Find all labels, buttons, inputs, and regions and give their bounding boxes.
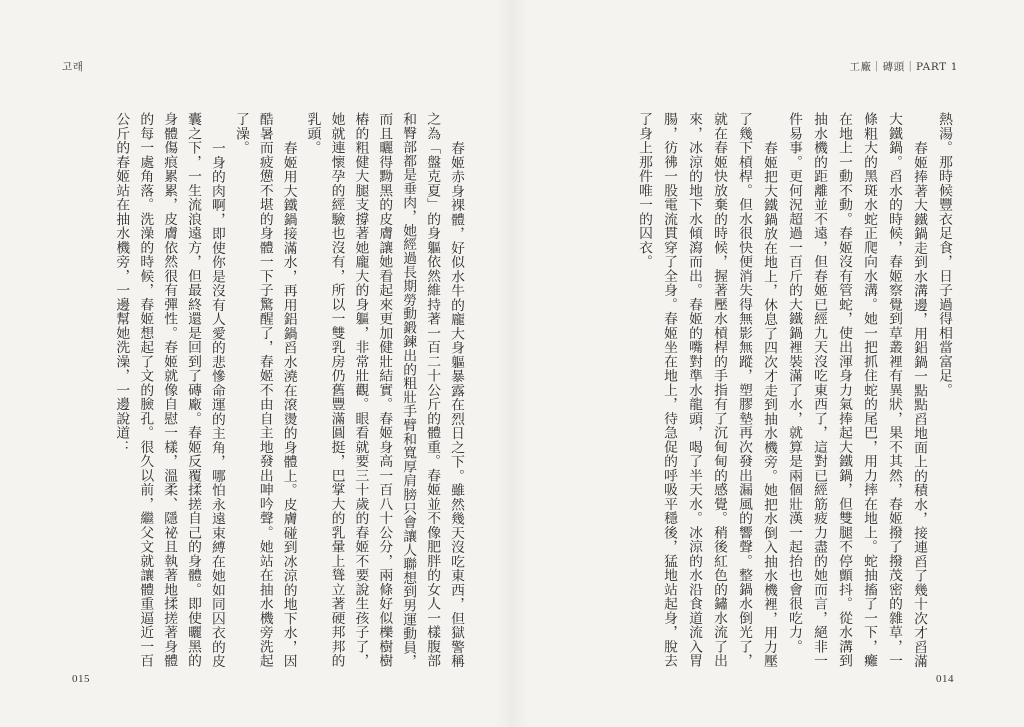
left-page-line: 囊之下，一生流浪遠方，但最終還是回到了磚廠。春姬反覆揉搓自己的身體。即使曬黑的: [185, 112, 202, 668]
right-page-line: 春姬把大鐵鍋放在地上，休息了四次才走到抽水機旁。她把水倒入抽水機裡，用力壓: [761, 140, 777, 668]
gutter-shadow: [496, 0, 528, 727]
left-page-number: 015: [72, 673, 90, 685]
left-page-line: 而且曬得黝黑的皮膚讓她看起來更加健壯結實。春姬身高一百八十公分，兩條好似櫟樹樹: [376, 112, 393, 668]
left-page-line: 春姬用大鐵鍋接滿水，再用鋁鍋舀水澆在滾燙的身體上。皮膚碰到冰涼的地下水，因: [280, 140, 297, 668]
right-page-line: 了幾下槓桿。但水很快便消失得無影無蹤，塑膠墊再次發出漏風的響聲。整鍋水倒光了，: [736, 112, 752, 668]
left-page-line: 一身的肉啊，即使你是沒有人愛的悲慘命運的主角，哪怕永遠束縛在她如同囚衣的皮: [208, 140, 225, 668]
left-running-head: 고래: [62, 61, 84, 73]
left-page-body: [108, 112, 467, 672]
right-page-line: 抽水機的距離並不遠，但春姬已經九天沒吃東西了，這對已經筋疲力盡的她而言，絕非一: [811, 112, 827, 668]
left-page-line: 公斤的春姬站在抽水機旁，一邊幫她洗澡，一邊說道：: [113, 112, 130, 454]
right-page-line: 就在春姬快放棄的時候，握著壓水槓桿的手指有了沉甸甸的感覺。稍後紅色的鏽水流了出: [711, 112, 727, 668]
left-page-line: 樁的粗健大腿支撐著她龐大的身軀，非常壯觀。眼看就要三十歲的春姬不要說生孩子了，: [352, 112, 369, 668]
right-page-line: 來，冰涼的地下水傾瀉而出。春姬的嘴對準水龍頭，喝了半天水。冰涼的水沿食道流入胃: [686, 112, 702, 668]
right-running-head: 工廠｜磚頭｜PART 1: [849, 61, 958, 73]
right-page-body: [631, 112, 956, 672]
left-page-line: 和臀部都是垂肉，她經過長期勞動鍛鍊出的粗壯手臂和寬厚肩膀只會讓人聯想到男運動員，: [400, 112, 417, 668]
right-page-line: 了身上那件唯一的囚衣。: [636, 112, 652, 269]
left-page-line: 的每一處角落。洗澡的時候，春姬想起了文的臉孔。很久以前，繼父文就讓體重逼近一百: [137, 112, 154, 668]
right-page-line: 大鐵鍋。舀水的時候，春姬察覺到草叢裡有異狀，果不其然，春姬撥了撥茂密的雜草，一: [886, 112, 902, 668]
right-page-line: 條粗大的黑斑水蛇正爬向水溝。她一把抓住蛇的尾巴，用力摔在地上。蛇抽搐了一下，癱: [861, 112, 877, 668]
left-page-line: 酷暑而疲憊不堪的身體一下子驚醒了，春姬不由自主地發出呻吟聲。她站在抽水機旁洗起: [256, 112, 273, 668]
left-page-line: 之為「盤克夏」的身軀依然維持著一百二十公斤的體重。春姬並不像肥胖的女人一樣腹部: [424, 112, 441, 668]
left-page-line: 乳頭。: [304, 112, 321, 155]
right-page-line: 熱湯。那時候豐衣足食，日子過得相當富足。: [936, 112, 952, 397]
right-page-number: 014: [936, 673, 954, 685]
right-page-line: 春姬捧著大鐵鍋走到水溝邊，用鋁鍋一點點舀地面上的積水，接連舀了幾十次才舀滿: [911, 140, 927, 668]
right-page-line: 腸，彷彿一股電流貫穿了全身。春姬坐在地上，待急促的呼吸平穩後，猛地站起身，脫去: [661, 112, 677, 668]
left-page-line: 了澡。: [232, 112, 249, 155]
left-page-line: 她就連懷孕的經驗也沒有，所以一雙乳房仍舊豐滿圓挺，巴掌大的乳暈上聳立著硬邦邦的: [328, 112, 345, 668]
left-page-line: 身體傷痕累累，皮膚依然很有彈性。春姬就像自慰一樣，溫柔、隱祕且執著地揉搓著身體: [161, 112, 178, 668]
right-page-line: 在地上一動不動。春姬沒有管蛇，使出渾身力氣捧起大鐵鍋，但雙腿不停顫抖。從水溝到: [836, 112, 852, 668]
right-page-line: 件易事。更何況超過一百斤的大鐵鍋裡裝滿了水，就算是兩個壯漢一起抬也會很吃力。: [786, 112, 802, 654]
left-page-line: 春姬赤身裸體，好似水牛的龐大身軀暴露在烈日之下。雖然幾天沒吃東西，但獄警稱: [448, 140, 464, 668]
